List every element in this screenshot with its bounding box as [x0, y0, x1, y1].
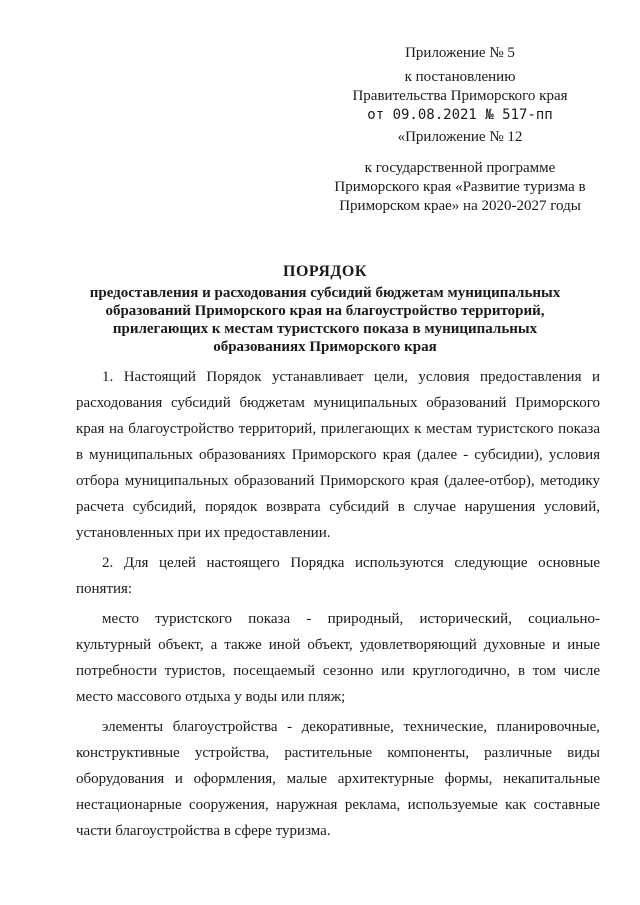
paragraph-4: элементы благоустройства - декоративные, технические, планировочные, конструктивные устройства, растительные компоненты, различные виды оборудования и оформления, малые архитектурные формы, некапитальные нестационарные сооружения, наружная реклама, используемые как составные части благоустройства в сфере туризма.: [76, 719, 600, 839]
appendix-number: Приложение № 5: [405, 45, 515, 61]
appendix-government: Правительства Приморского края: [352, 88, 568, 104]
appendix-date-number: от 09.08.2021 № 517-пп: [367, 107, 553, 123]
appendix-resolution-ref: к постановлению: [404, 69, 516, 85]
appendix-header: [330, 44, 590, 216]
appendix-program-ref: к государственной программе Приморского края «Развитие туризма в Приморском крае» на 2020-2027 годы: [334, 160, 586, 214]
appendix-inner-number: «Приложение № 12: [397, 129, 523, 145]
title-subtitle: предоставления и расходования субсидий бюджетам муниципальных образований Приморского края на благоустройство территорий, прилегающих к местам туристского показа в муниципальных образованиях Приморского края: [89, 285, 561, 355]
paragraph-2: 2. Для целей настоящего Порядка используются следующие основные понятия:: [76, 555, 600, 597]
paragraph-1: 1. Настоящий Порядок устанавливает цели, условия предоставления и расходования субсидий бюджетам муниципальных образований Приморского края на благоустройство территорий, прилегающих к местам туристского показа в муниципальных образованиях Приморского края (далее - субсидии), условия отбора муниципальных образований Приморского края (далее-отбор), методику расчета субсидий, порядок возврата субсидий в случае нарушения условий, установленных при их предоставлении.: [76, 369, 600, 541]
document-title: [80, 262, 570, 356]
paragraph-3: место туристского показа - природный, исторический, социально-культурный объект, а также иной объект, удовлетворяющий духовные и иные потребности туристов, посещаемый сезонно или круглогодично, в том числе место массового отдыха у воды или пляж;: [76, 611, 600, 705]
title-heading: ПОРЯДОК: [283, 263, 367, 280]
document-body: [76, 364, 600, 844]
